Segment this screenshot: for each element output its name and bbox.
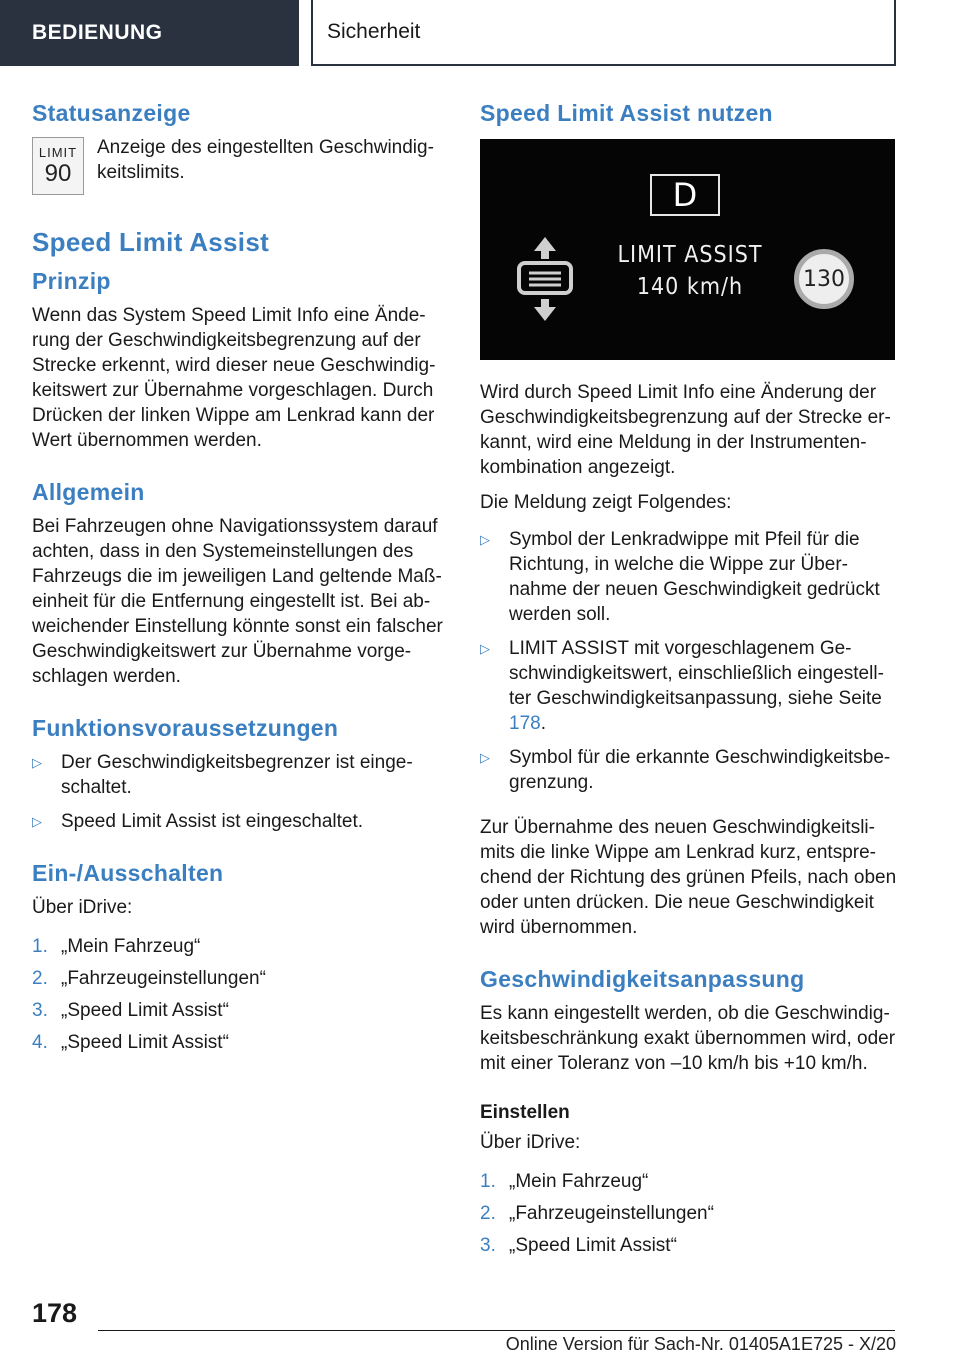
triangle-bullet-icon: ▷ bbox=[32, 755, 42, 770]
speed-sign-icon: 130 bbox=[794, 249, 854, 309]
instrument-display-image bbox=[480, 139, 895, 360]
einstellen-steps bbox=[480, 1169, 898, 1258]
einaus-heading: Ein-/Ausschalten bbox=[32, 860, 224, 886]
anpassung-heading: Geschwindigkeitsanpassung bbox=[480, 966, 805, 992]
page-link[interactable]: 178 bbox=[509, 713, 541, 734]
speed-limit-icon bbox=[32, 137, 84, 195]
left-column bbox=[32, 100, 450, 1065]
triangle-bullet-icon: ▷ bbox=[32, 814, 42, 829]
anpassung-text: Es kann eingestellt werden, ob die Geschwindigkeitsbeschränkung exakt übernommen wird, oder mit einer Toleranz von –10 km/h bis +10 km/h. bbox=[480, 1003, 896, 1074]
nutzen-text: Wird durch Speed Limit Info eine Änderung der Geschwindigkeitsbegrenzung auf der Strecke erkannt, wird eine Meldung in der Instrumentenkombination angezeigt. bbox=[480, 382, 891, 478]
limit-assist-speed: 140 km/h bbox=[636, 274, 744, 300]
statusanzeige-heading: Statusanzeige bbox=[32, 100, 191, 126]
page-number: 178 bbox=[32, 1298, 78, 1328]
seite-label: Seite bbox=[838, 688, 882, 709]
limit-icon-value: 90 bbox=[44, 160, 72, 187]
meldung-list bbox=[480, 527, 898, 795]
steering-rocker-icon bbox=[515, 235, 575, 323]
einstellen-heading: Einstellen bbox=[480, 1102, 570, 1123]
limit-assist-text bbox=[610, 239, 770, 303]
list-item: ▷ LIMIT ASSIST mit vorgeschlagenem Geschwindigkeitswert, einschließlich eingestellter Geschwindigkeitsanpassung, siehe Seite 178. bbox=[480, 638, 884, 734]
einaus-steps bbox=[32, 934, 450, 1055]
list-item: 1. „Mein Fahrzeug“ bbox=[32, 936, 201, 957]
prinzip-text: Wenn das System Speed Limit Info eine Änderung der Geschwindigkeitsbegrenzung auf der Strecke erkennt, wird dieser neue Geschwindigkeitswert zur Übernahme vorgeschlagen. Durch Drücken der linken Wippe am Lenkrad kann der Wert übernommen werden. bbox=[32, 305, 436, 451]
meldung-intro: Die Meldung zeigt Folgendes: bbox=[480, 492, 732, 513]
list-item: 3. „Speed Limit Assist“ bbox=[480, 1235, 677, 1256]
list-item: 2. „Fahrzeugeinstellungen“ bbox=[480, 1203, 714, 1224]
triangle-bullet-icon: ▷ bbox=[480, 532, 490, 547]
funktion-heading: Funktionsvoraussetzungen bbox=[32, 715, 339, 741]
list-item: ▷ Symbol der Lenkradwippe mit Pfeil für die Richtung, in welche die Wippe zur Übernahme der neuen Geschwindigkeit gedrückt werden soll. bbox=[480, 529, 880, 625]
einstellen-intro: Über iDrive: bbox=[480, 1132, 581, 1153]
allgemein-text: Bei Fahrzeugen ohne Navigationssystem darauf achten, dass in den Systemeinstellungen des Fahrzeugs die im jeweiligen Land geltende Maßeinheit für die Entfernung eingestellt ist. Bei abweichender Einstellung könnte sonst ein falscher Geschwindigkeitswert zur Übernahme vorgeschlagen werden. bbox=[32, 516, 443, 687]
triangle-bullet-icon: ▷ bbox=[480, 750, 490, 765]
list-item: 4. „Speed Limit Assist“ bbox=[32, 1032, 229, 1053]
limit-icon-label: LIMIT bbox=[38, 145, 78, 160]
section-tab: BEDIENUNG bbox=[0, 0, 299, 66]
footer-divider bbox=[98, 1330, 895, 1331]
status-description: Anzeige des eingestellten Geschwindigkeitslimits. bbox=[97, 137, 434, 183]
prinzip-heading: Prinzip bbox=[32, 268, 111, 294]
list-item: ▷ Symbol für die erkannte Geschwindigkeitsbegrenzung. bbox=[480, 747, 891, 793]
footer-online-version: Online Version für Sach-Nr. 01405A1E725 - X/20 bbox=[505, 1334, 896, 1354]
limit-assist-label: LIMIT ASSIST bbox=[617, 242, 763, 268]
list-item: 2. „Fahrzeugeinstellungen“ bbox=[32, 968, 266, 989]
list-item: ▷ Speed Limit Assist ist eingeschaltet. bbox=[32, 811, 364, 832]
triangle-bullet-icon: ▷ bbox=[480, 641, 490, 656]
gear-indicator: D bbox=[650, 174, 720, 216]
list-item: ▷ Der Geschwindigkeitsbegrenzer ist eingeschaltet. bbox=[32, 752, 413, 798]
right-column bbox=[480, 100, 898, 1268]
list-item: 3. „Speed Limit Assist“ bbox=[32, 1000, 229, 1021]
nutzen-heading: Speed Limit Assist nutzen bbox=[480, 100, 773, 126]
allgemein-heading: Allgemein bbox=[32, 479, 145, 505]
einaus-intro: Über iDrive: bbox=[32, 897, 133, 918]
main-heading: Speed Limit Assist bbox=[32, 227, 270, 257]
page-header-title: Sicherheit bbox=[311, 0, 896, 66]
funktion-list bbox=[32, 750, 450, 834]
uebernahme-text: Zur Übernahme des neuen Geschwindigkeitslimits die linke Wippe am Lenkrad kurz, entsprechend der Richtung des grünen Pfeils, nach oben oder unten drücken. Die neue Geschwindigkeit wird übernommen. bbox=[480, 817, 897, 938]
list-item: 1. „Mein Fahrzeug“ bbox=[480, 1171, 649, 1192]
status-row bbox=[32, 135, 450, 195]
